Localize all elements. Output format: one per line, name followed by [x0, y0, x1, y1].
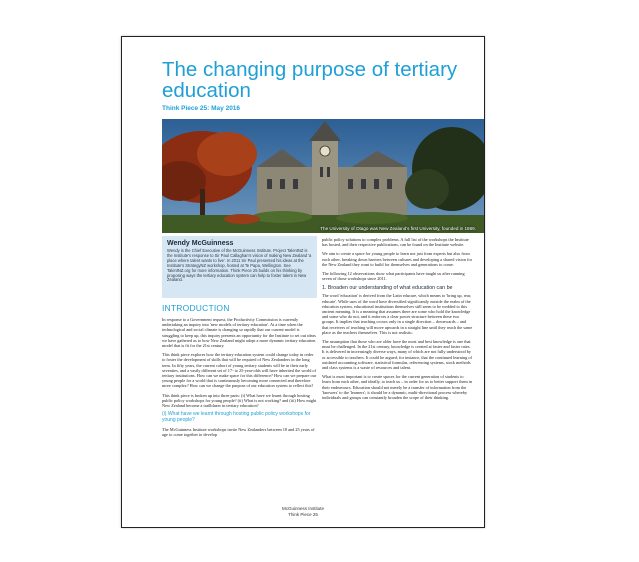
footer-series: Think Piece 25: [288, 511, 318, 517]
clocktower-building-illustration: [162, 119, 484, 233]
paragraph: public policy solutions to complex problems. A full list of the workshops the Institute has hosted, and their respective publications, can be found on the Institute website.: [322, 237, 469, 248]
paragraph: This think piece explores how the tertiary education system could change today in order to foster the development of skills that will be required of New Zealanders in the long term. In fifty years, the current cohort of young tertiary students will be in their early seventies, and a vastly different set of 17- to 25-year-olds will have inherited the world of tertiary institutions. How can we make space for this difference? How can we prepare our young people for a world that is continuously becoming more connected and therefore more complex? How can we change the purpose of our education system to reflect this?: [162, 352, 317, 389]
observation-1-heading: 1. Broaden our understanding of what education can be: [322, 285, 453, 292]
paragraph: The word 'education' is derived from the Latin educare, which means to 'bring up, rear, educate'. While uses of the word have diversified significantly outside the realm of the education system, educational institutions themselves still seem to be wedded to this ancient meaning. It is a meaning that assumes there are some who hold the knowledge and some who do not, and it enforces a clear power structure between these two groups. It implies that teaching occurs only in a single direction – downwards – and that receivers of teaching will move upwards in a straight line until they reach the same place as the teachers themselves. This is not realistic.: [322, 293, 473, 335]
section-i-heading: (i) What have we learnt through hosting public policy workshops for young people?: [162, 411, 311, 424]
page-footer: [122, 506, 484, 517]
university-photo: [162, 119, 484, 233]
author-bio-text: Wendy is the Chief Executive of the McGuinness Institute. Project TalentNZ is the Institute's response to Sir Paul Callaghan's vision of making New Zealand 'a place where talent wants to live'. In 2011 Sir Paul presented his ideas at the Institute's StrategyNZ workshop, hosted at Te Papa, Wellington. See TalentNZ.org for more information. Think Piece 25 builds on his thinking by proposing ways the tertiary education system can help to foster talent in New Zealand.: [167, 248, 312, 283]
paragraph: The McGuinness Institute workshops invite New Zealanders between 18 and 25 years of age to come together to develop: [162, 426, 315, 438]
left-column: [162, 301, 317, 441]
paragraph: What is most important is to create spaces for the current generation of students to learn from each other, and ideally, to teach us – in order for us to better support them in their endeavours. Education should not merely be a transfer of information from the 'knowers' to the 'learners'; it should be a dynamic, multi-directional process whereby individuals and groups can constantly broaden the scope of their thinking.: [322, 374, 473, 401]
paragraph: In response to a Government request, the Productivity Commission is currently undertaking an inquiry into 'new models of tertiary education'. At a time when the technological and social climate is changing so rapidly that our current model is struggling to keep up, this inquiry presents an opportunity for the Institute to set out ideas we have gathered as to how New Zealand might adopt a more dynamic tertiary education model that is fit for the 21st century.: [162, 317, 316, 349]
introduction-heading: INTRODUCTION: [162, 303, 230, 313]
right-column: [322, 237, 473, 404]
author-name: Wendy McGuinness: [167, 240, 234, 247]
photo-caption: The University of Otago was New Zealand's first University, founded in 1869.: [320, 226, 476, 231]
footer-organisation: McGuinness Institute: [281, 506, 325, 511]
paragraph: The assumption that those who are older have the most and best knowledge is one that must be challenged. In the 21st century, knowledge is created at faster and faster rates. It is delivered in increasingly diverse ways, many of which are not fully understood by or accessible to teachers. It could be argued, for instance, that the continued learning of outdated accounting software, statistical formulas, referencing systems, stock methods and class systems is a waste of resources and talent.: [322, 339, 472, 371]
paragraph: This think piece is broken up into three parts: (i) What have we learnt through hosting public policy workshops for young people? (ii) What is not working? and (iii) How might New Zealand become a trailblazer in tertiary education?: [162, 392, 317, 409]
author-bio-box: [162, 236, 317, 298]
document-subtitle: Think Piece 25: May 2016: [162, 105, 241, 112]
paragraph: We aim to create a space for young people to learn not just from experts but also from each other, breaking down barriers between cultures and developing a shared vision for the New Zealand they want to build for themselves and generations to come.: [322, 251, 473, 267]
document-page: [121, 36, 485, 528]
paragraph: The following 12 observations show what participants have taught us after running seven of those workshops since 2011.: [322, 271, 465, 282]
document-title: The changing purpose of tertiary education: [162, 58, 458, 102]
